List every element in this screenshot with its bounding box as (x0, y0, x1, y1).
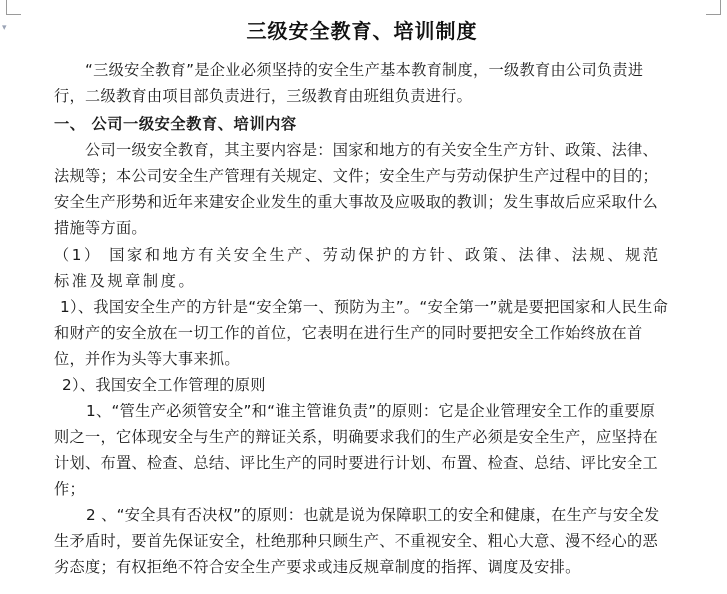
list-item-1-1: 1）、我国安全生产的方针是“安全第一、预防为主”。“安全第一”就是要把国家和人民生命和财产的安全放在一切工作的首位，它表明在进行生产的同时要把安全工作始终放在首位，并作为头等大事来抓。 (54, 298, 669, 368)
principle-1-paragraph: 1、“管生产必须管安全”和“谁主管谁负责”的原则：它是企业管理安全工作的重要原则之一，它体现安全与生产的辩证关系，明确要求我们的生产必须是安全生产，应坚持在计划、布置、检查、总结、评比生产的同时要进行计划、布置、检查、总结、评比安全工作； (54, 402, 659, 498)
principle-2-paragraph: 2 、“安全具有否决权”的原则：也就是说为保障职工的安全和健康，在生产与安全发生矛盾时，要首先保证安全，杜绝那种只顾生产、不重视安全、粗心大意、漫不经心的恶劣态度；有权拒绝不符合安全生产要求或违反规章制度的指挥、调度及安排。 (54, 506, 660, 576)
list-item-1: （1） 国家和地方有关安全生产、劳动保护的方针、政策、法律、法规、规范标准及规章制度。 (54, 246, 661, 290)
document-title: 三级安全教育、培训制度 (246, 19, 478, 43)
intro-paragraph: “三级安全教育”是企业必须坚持的安全生产基本教育制度，一级教育由公司负责进行，二级教育由项目部负责进行，三级教育由班组负责进行。 (54, 61, 644, 105)
margin-arrow-icon: ▾ (2, 23, 7, 33)
document-page (54, 0, 670, 580)
section-paragraph: 公司一级安全教育，其主要内容是：国家和地方的有关安全生产方针、政策、法律、法规等；本公司安全生产管理有关规定、文件；安全生产与劳动保护生产过程中的目的；安全生产形势和近年来建安企业发生的重大事故及应吸取的教训；发生事故后应采取什么措施等方面。 (54, 141, 659, 237)
section-heading: 一、 公司一级安全教育、培训内容 (54, 115, 297, 133)
page-corner-mark-left (6, 0, 21, 15)
page-corner-mark-right (706, 0, 721, 15)
list-item-1-2: 2）、我国安全工作管理的原则 (62, 376, 266, 394)
